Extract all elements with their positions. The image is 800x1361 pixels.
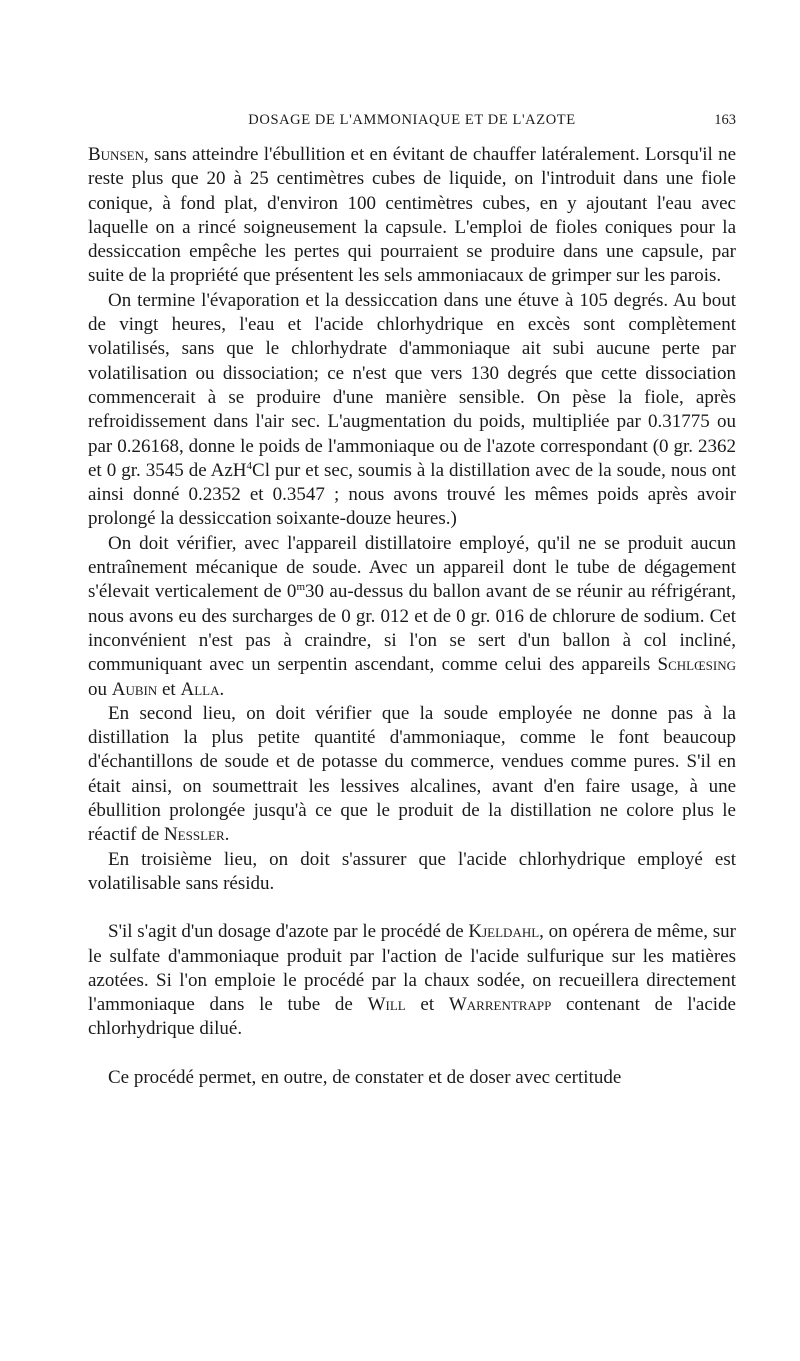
text-run: .	[219, 678, 225, 700]
text-run: , sans atteindre l'ébullition et en évitant de chauffer latéralement. Lorsqu'il ne reste plus que 20 à 25 centimètres cubes de liquide, on l'introduit dans une fiole conique, à fond plat, d'environ 100 centimètres cubes, en y ajoutant l'eau avec laquelle on a rincé soigneusement la capsule. L'emploi de fioles coniques pour la dessiccation empêche les pertes qui pourraient se produire dans une capsule, par suite de la propriété que présentent les sels ammoniacaux de grimper sur les parois.	[88, 144, 736, 287]
paragraph-4	[88, 702, 736, 848]
page-number: 163	[714, 112, 736, 128]
paragraph-3	[88, 532, 736, 702]
body-text	[88, 143, 736, 1090]
author-name: Schlœsing	[657, 654, 736, 676]
text-run: contenant de l'acide chlorhydrique dilué.	[88, 994, 736, 1040]
superscript: m	[296, 581, 305, 594]
author-name: Kjeldahl	[468, 921, 540, 943]
text-run: On termine l'évaporation et la dessiccation dans une étuve à 105 degrés. Au bout de vingt heures, l'eau et l'acide chlorhydrique en excès sont complètement volatilisés, sans que le chlorhydrate d'ammoniaque ait subi aucune perte par volatilisation ou dissociation; ce n'est que vers 130 degrés que cette dissociation commencerait à se produire d'une manière sensible. On pèse la fiole, après refroidissement dans l'air sec. L'augmentation du poids, multipliée par 0.31775 ou par 0.26168, donne le poids de l'ammoniaque ou de l'azote correspondant (0 gr. 2362 et 0 gr. 3545 de AzH	[88, 289, 736, 481]
text-run: S'il s'agit d'un dosage d'azote par le procédé de	[108, 921, 469, 943]
text-run: En troisième lieu, on doit s'assurer que l'acide chlorhydrique employé est volatilisable sans résidu.	[88, 848, 736, 894]
author-name: Alla	[180, 678, 220, 700]
text-run: ou	[88, 678, 112, 700]
text-run: Cl pur et sec, soumis à la distillation avec de la soude, nous ont ainsi donné 0.2352 et 0.3547 ; nous avons trouvé les mêmes poids après avoir prolongé la dessiccation soixante-douze heures.)	[88, 459, 736, 530]
running-title: DOSAGE DE L'AMMONIAQUE ET DE L'AZOTE	[248, 112, 576, 128]
text-run: 30 au-dessus du ballon avant de se réunir au réfrigérant, nous avons eu des surcharges de 0 gr. 012 et de 0 gr. 016 de chlorure de sodium. Cet inconvénient n'est pas à craindre, si l'on se sert d'un ballon à col incliné, communiquant avec un serpentin ascendant, comme celui des appareils	[88, 581, 736, 676]
text-run: On doit vérifier, avec l'appareil distillatoire employé, qu'il ne se produit aucun entraînement mécanique de soude. Avec un appareil dont le tube de dégagement s'élevait verticalement de 0	[88, 532, 736, 603]
paragraph-7	[88, 1066, 736, 1090]
text-run: et	[157, 678, 181, 700]
text-run: Ce procédé permet, en outre, de constater et de doser avec certitude	[108, 1066, 622, 1088]
author-name: Bunsen	[88, 144, 145, 165]
text-run: .	[224, 824, 230, 846]
text-run: et	[405, 994, 449, 1016]
text-run: , on opérera de même, sur le sulfate d'ammoniaque produit par l'action de l'acide sulfurique sur les matières azotées. Si l'on emploie le procédé par la chaux sodée, on recueillera directement l'ammoniaque dans le tube de	[88, 921, 736, 1016]
paragraph-5	[88, 848, 736, 897]
paragraph-6	[88, 920, 736, 1041]
superscript: 4	[246, 459, 253, 472]
author-name: Will	[367, 994, 406, 1016]
text-run: En second lieu, on doit vérifier que la soude employée ne donne pas à la distillation la plus petite quantité d'ammoniaque, comme le font beaucoup d'échantillons de soude et de potasse du commerce, vendues comme pures. S'il en était ainsi, on soumettrait les lessives alcalines, avant d'en faire usage, à une ébullition prolongée jusqu'à ce que le produit de la distillation ne colore plus le réactif de	[88, 702, 736, 846]
author-name: Warrentrapp	[448, 994, 552, 1016]
paragraph-1	[88, 143, 736, 289]
author-name: Aubin	[111, 678, 158, 700]
author-name: Nessler	[163, 824, 225, 846]
paragraph-2	[88, 289, 736, 532]
running-header	[88, 112, 736, 138]
